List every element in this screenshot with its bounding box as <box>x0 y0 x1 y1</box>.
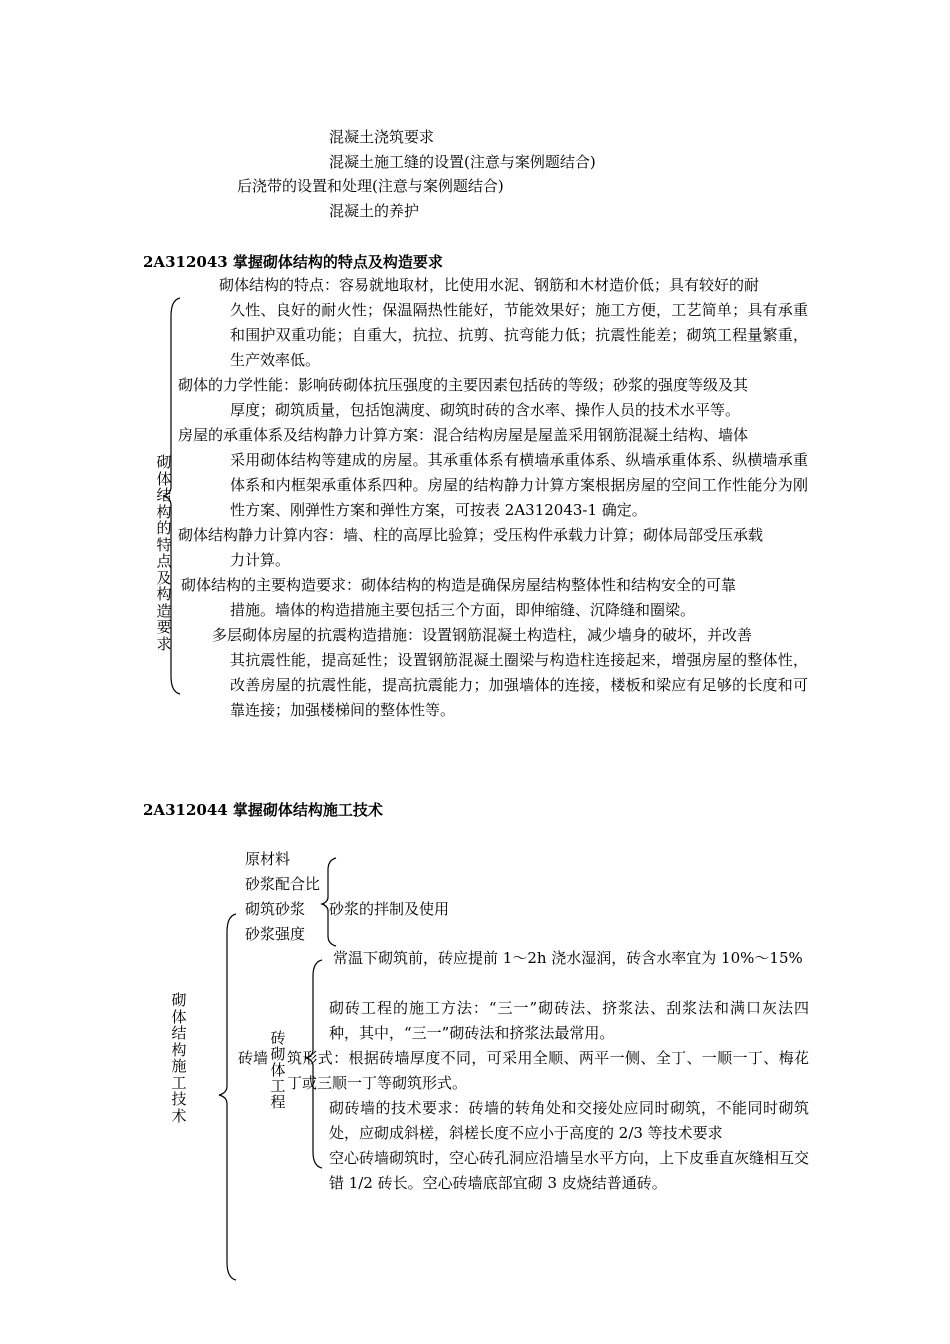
paragraph-first-line: 砌体结构的主要构造要求：砌体结构的构造是确保房屋结构整体性和结构安全的可靠 <box>181 576 737 594</box>
paragraph-body: 久性、良好的耐火性；保温隔热性能好，节能效果好；施工方便，工艺简单；具有承重和围护双重功能；自重大，抗拉、抗剪、抗弯能力低；抗震性能差；砌筑工程量繁重，生产效率低。 <box>230 301 808 369</box>
mortar-item: 砂浆强度 <box>245 925 306 943</box>
brick-point: 空心砖墙砌筑时，空心砖孔洞应沿墙呈水平方向，上下皮垂直灰缝相互交错 1/2 砖长。空心砖墙底部宜砌 3 皮烧结普通砖。 <box>329 1149 810 1192</box>
section-heading: 2A312044 掌握砌体结构施工技术 <box>143 801 383 819</box>
brick-engineering-label: 砖砌体工程 <box>270 1029 286 1111</box>
paragraph-body: 采用砌体结构等建成的房屋。其承重体系有横墙承重体系、纵墙承重体系、纵横墙承重体系和内框架承重体系四种。房屋的结构静力计算方案根据房屋的空间工作性能分为刚性方案、刚弹性方案和弹性方案，可按表 2A312043-1 确定。 <box>230 451 808 519</box>
brick-wall-label: 砖墙 <box>238 1049 269 1067</box>
paragraph-first-line: 砌体结构的特点：容易就地取材，比使用水泥、钢筋和木材造价低；具有较好的耐 <box>219 276 760 294</box>
section2-outer-brace <box>219 914 236 1280</box>
paragraph-first-line: 房屋的承重体系及结构静力计算方案：混合结构房屋是屋盖采用钢筋混凝土结构、墙体 <box>178 426 749 444</box>
list-item: 混凝土的养护 <box>329 202 420 220</box>
section-heading: 2A312043 掌握砌体结构的特点及构造要求 <box>143 253 443 271</box>
side-label: 砌体结构的特点及构造要求 <box>156 453 172 653</box>
paragraph-body: 措施。墙体的构造措施主要包括三个方面，即伸缩缝、沉降缝和圈梁。 <box>230 601 696 619</box>
list-item: 混凝土施工缝的设置(注意与案例题结合) <box>329 153 596 171</box>
mortar-item: 原材料 <box>245 850 291 868</box>
paragraph-body: 厚度；砌筑质量，包括饱满度、砌筑时砖的含水率、操作人员的技术水平等。 <box>230 401 741 419</box>
brick-point: 砌砖工程的施工方法：“三一”砌砖法、挤浆法、刮浆法和满口灰法四种，其中，“三一”砌砖法和挤浆法最常用。 <box>329 999 809 1042</box>
mortar-item: 砌筑砂浆 <box>245 900 306 918</box>
paragraph-body: 力计算。 <box>230 551 291 569</box>
paragraph-first-line: 砌体结构静力计算内容：墙、柱的高厚比验算；受压构件承载力计算；砌体局部受压承载 <box>178 526 764 544</box>
mortar-result: 砂浆的拌制及使用 <box>329 900 450 918</box>
paragraph-first-line: 砌体的力学性能：影响砖砌体抗压强度的主要因素包括砖的等级；砂浆的强度等级及其 <box>178 376 749 394</box>
side-label: 砌体结构施工技术 <box>171 991 187 1125</box>
paragraph-first-line: 多层砌体房屋的抗震构造措施：设置钢筋混凝土构造柱，减少墙身的破坏，并改善 <box>212 626 753 644</box>
paragraph-body: 其抗震性能，提高延性；设置钢筋混凝土圈梁与构造柱连接起来，增强房屋的整体性，改善房屋的抗震性能，提高抗震能力；加强墙体的连接，楼板和梁应有足够的长度和可靠连接；加强楼梯间的整体性等。 <box>230 651 808 719</box>
list-item: 后浇带的设置和处理(注意与案例题结合) <box>237 177 504 195</box>
brick-point: 筑形式：根据砖墙厚度不同，可采用全顺、两平一侧、全丁、一顺一丁、梅花丁或三顺一丁等砌筑形式。 <box>287 1049 809 1092</box>
list-item: 混凝土浇筑要求 <box>329 128 435 146</box>
brick-point: 砌砖墙的技术要求：砖墙的转角处和交接处应同时砌筑，不能同时砌筑处，应砌成斜槎，斜槎长度不应小于高度的 2/3 等技术要求 <box>329 1099 809 1142</box>
brick-point: 常温下砌筑前，砖应提前 1～2h 浇水湿润，砖含水率宜为 10%～15% <box>333 949 803 967</box>
mortar-item: 砂浆配合比 <box>245 875 321 893</box>
